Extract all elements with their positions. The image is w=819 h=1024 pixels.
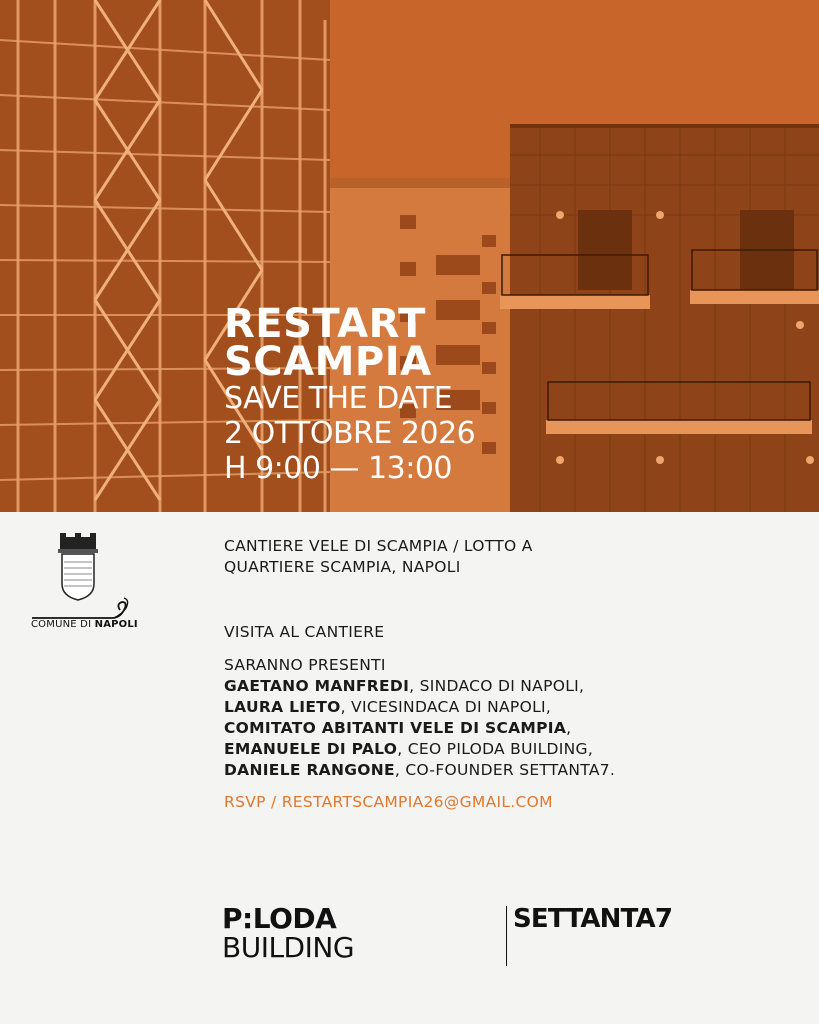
comune-label-prefix: COMUNE DI [31, 619, 92, 630]
comune-label-city: NAPOLI [94, 619, 138, 630]
attendees-block [224, 655, 615, 781]
piloda-logo-line1: P:LODA [222, 902, 337, 935]
comune-di-napoli-logo [30, 532, 136, 632]
visit-label: VISITA AL CANTIERE [224, 623, 385, 641]
location-block [224, 536, 533, 578]
event-title-line2: SCAMPIA [224, 339, 432, 385]
attendee-line [224, 676, 615, 697]
event-title-line1: RESTART [224, 301, 426, 347]
attendee-line [224, 739, 615, 760]
event-date: 2 OTTOBRE 2026 [224, 416, 476, 451]
settanta7-logo: SETTANTA7 [513, 904, 673, 934]
attendee-name: COMITATO ABITANTI VELE DI SCAMPIA [224, 719, 567, 737]
attendee-role: , CO-FOUNDER SETTANTA7. [394, 761, 616, 779]
attendee-role: , [566, 719, 572, 737]
piloda-logo-line2: BUILDING [222, 931, 355, 964]
comune-label [31, 619, 138, 630]
attendee-line [224, 718, 615, 739]
location-line2: QUARTIERE SCAMPIA, NAPOLI [224, 558, 461, 576]
attendee-role: , VICESINDACA DI NAPOLI, [340, 698, 552, 716]
attendee-name: DANIELE RANGONE [224, 761, 395, 779]
event-time: H 9:00 — 13:00 [224, 451, 452, 486]
logo-divider [506, 906, 507, 966]
attendee-line [224, 697, 615, 718]
rsvp-link[interactable]: RSVP / RESTARTSCAMPIA26@GMAIL.COM [224, 793, 553, 811]
piloda-building-logo [222, 904, 354, 962]
info-section [0, 512, 819, 1024]
hero-text-block [224, 301, 476, 486]
save-the-date: SAVE THE DATE [224, 381, 453, 416]
attendee-role: , CEO PILODA BUILDING, [397, 740, 594, 758]
attendee-role: , SINDACO DI NAPOLI, [409, 677, 585, 695]
location-line1: CANTIERE VELE DI SCAMPIA / LOTTO A [224, 537, 533, 555]
visit-label-block [224, 622, 384, 643]
attendee-name: EMANUELE DI PALO [224, 740, 398, 758]
attendee-line [224, 760, 615, 781]
attendee-name: GAETANO MANFREDI [224, 677, 410, 695]
attendee-name: LAURA LIETO [224, 698, 341, 716]
attendees-intro: SARANNO PRESENTI [224, 656, 386, 674]
